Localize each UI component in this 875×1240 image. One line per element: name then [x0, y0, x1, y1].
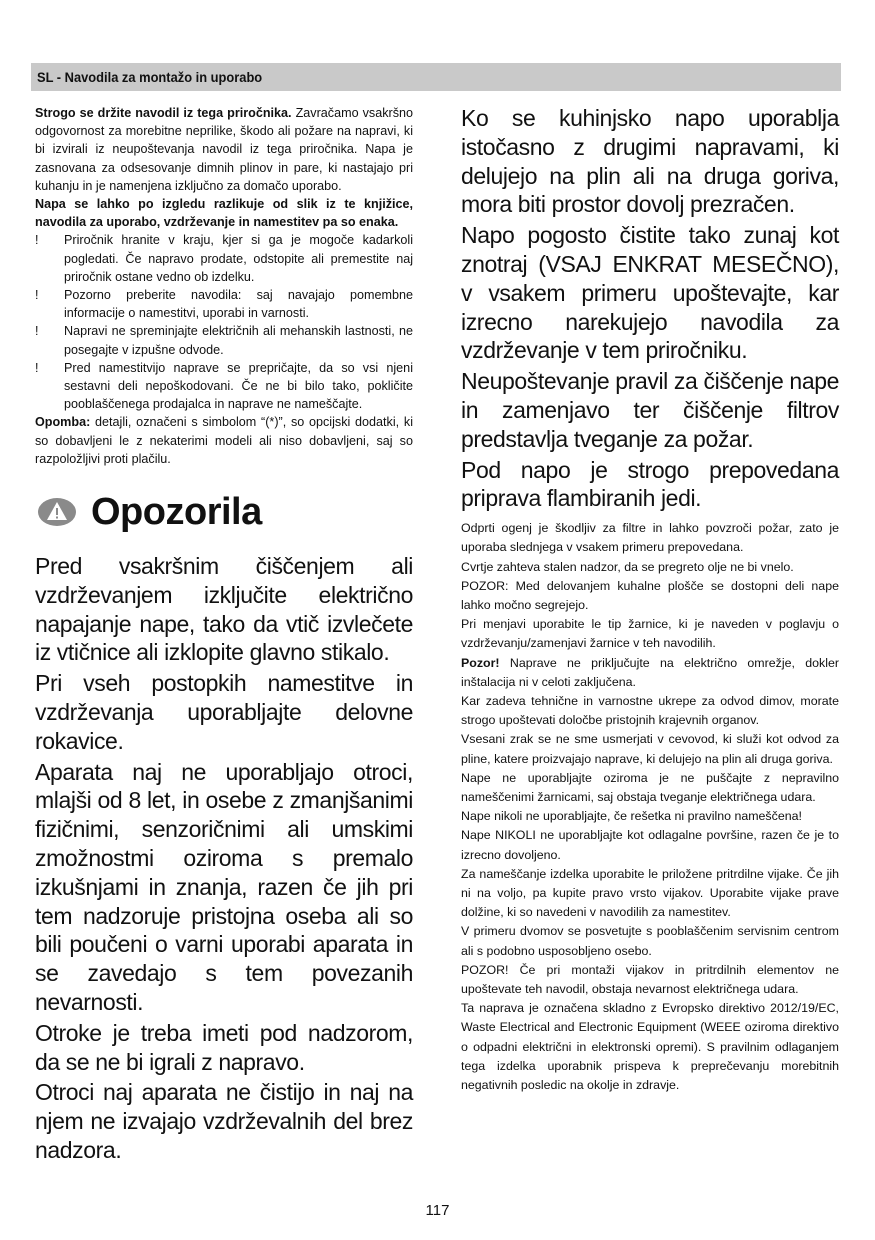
warning-paragraph: Pred vsakršnim čiščenjem ali vzdrževanjem izključite električno napajanje nape, tako da vtič izvlečete iz vtičnice ali izklopite glavno stikalo.	[35, 553, 413, 666]
intro-text: Zavračamo vsakršno odgovornost za morebitne neprilike, škodo ali požare na napravi, ki bi izvirali iz neupoštevanja navodil iz tega priročnika. Napa je zasnovana za odsesovanje dimnih plinov in pare, ki nastajajo pri kuhanju in je namenjena izključno za domačo uporabo.	[35, 106, 414, 193]
warning-paragraph: Otroci naj aparata ne čistijo in naj na njem ne izvajajo vzdrževalnih del brez nadzora.	[35, 1079, 413, 1163]
safety-paragraph: POZOR! Če pri montaži vijakov in pritrdilnih elementov ne upoštevate teh navodil, obstaja nevarnost električnega udara.	[461, 962, 839, 997]
pozor-paragraph	[461, 654, 839, 692]
exclamation-mark: !	[35, 233, 39, 248]
pozor-text: Naprave ne priključujte na električno omrežje, dokler inštalacija ni v celoti zaključena.	[461, 655, 839, 689]
intro-block	[35, 104, 413, 468]
safety-paragraph: Pri menjavi uporabite le tip žarnice, ki je naveden v poglavju o vzdrževanju/zamenjavi žarnice v teh navodilih.	[461, 617, 839, 651]
warning-paragraph: Aparata naj ne uporabljajo otroci, mlajši od 8 let, in osebe z zmanjšanimi fizičnimi, senzoričnimi ali umskimi zmožnostmi oziroma s premalo izkušnjami in znanja, razen če jih pri tem nadzoruje pristojna oseba ali so bili poučeni o varni uporabi aparata in se zavedajo s tem povezanih nevarnosti.	[35, 758, 413, 1016]
intro-bold-paragraph: Napa se lahko po izgledu razlikuje od slik iz te knjižice, navodila za uporabo, vzdrževanje in namestitev pa so enaka.	[35, 197, 413, 230]
section-title: Opozorila	[91, 490, 262, 533]
safety-paragraph: V primeru dvomov se posvetujte s pooblaščenim servisnim centrom ali s podobno usposobljeno osebo.	[461, 924, 839, 958]
section-header-bar	[31, 63, 841, 91]
warning-paragraph: Otroke je treba imeti pod nadzorom, da se ne bi igrali z napravo.	[35, 1019, 413, 1075]
safety-paragraph: Ta naprava je označena skladno z Evropsko direktivo 2012/19/EC, Waste Electrical and Electronic Equipment (WEEE oziroma direktivo o odpadni električni in elektronski opremi). S pravilnim odlaganjem tega izdelka uporabnik prispeva k preprečevanju morebitnih negativnih posledic na okolje in zdravje.	[461, 1001, 839, 1093]
warnings-text	[35, 552, 413, 1165]
right-column	[461, 104, 839, 1095]
warning-triangle-icon	[37, 497, 77, 527]
section-header-title: SL - Navodila za montažo in uporabo	[37, 69, 263, 85]
warning-paragraph: Pod napo je strogo prepovedana priprava flambiranih jedi.	[461, 456, 839, 512]
safety-paragraph: Vsesani zrak se ne sme usmerjati v cevovod, ki služi kot odvod za pline, katere proizvajajo naprave, ki delujejo na plin ali druga goriva.	[461, 732, 839, 766]
warning-paragraph: Neupoštevanje pravil za čiščenje nape in zamenjavo ter čiščenje filtrov predstavlja tveganje za požar.	[461, 368, 839, 452]
precaution-list	[35, 231, 413, 413]
exclamation-mark: !	[35, 324, 39, 339]
intro-paragraph	[35, 104, 413, 195]
note-text: detajli, označeni s simbolom “(*)”, so opcijski dodatki, ki so dobavljeni le z nekaterimi modeli ali niso dobavljeni, saj so razpoložljivi proti plačilu.	[35, 415, 413, 466]
safety-paragraph: Cvrtje zahteva stalen nadzor, da se pregreto olje ne bi vnelo.	[461, 559, 794, 574]
warning-paragraph: Ko se kuhinjsko napo uporablja istočasno z drugimi napravami, ki delujejo na plin ali na druga goriva, mora biti prostor dovolj prezračen.	[461, 105, 839, 218]
safety-paragraph: Nape NIKOLI ne uporabljajte kot odlagalne površine, razen če je to izrecno dovoljeno.	[461, 828, 839, 862]
exclamation-mark: !	[35, 288, 39, 303]
safety-paragraph: Odprti ogenj je škodljiv za filtre in lahko povzroči požar, zato je uporaba slednjega v vsakem primeru prepovedana.	[461, 521, 839, 555]
note-paragraph	[35, 413, 413, 468]
list-item: ! Pred namestitvijo naprave se prepričajte, da so vsi njeni sestavni deli nepoškodovani. Če ne bi bilo tako, pokličite pooblaščenega prodajalca in naprave ne nameščajte.	[35, 360, 413, 412]
safety-paragraph: Nape ne uporabljajte oziroma je ne puščajte z nepravilno nameščenimi žarnicami, saj obstaja tveganje električnega udara.	[461, 770, 839, 804]
pozor-label: Pozor!	[461, 655, 500, 670]
safety-paragraph: Kar zadeva tehnične in varnostne ukrepe za odvod dimov, morate strogo upoštevati določbe pristojnih krajevnih organov.	[461, 693, 839, 728]
exclamation-mark: !	[35, 360, 39, 375]
left-column	[35, 104, 413, 1167]
list-item: ! Pozorno preberite navodila: saj navajajo pomembne informacije o namestitvi, uporabi in varnosti.	[35, 288, 413, 321]
page-number: 117	[425, 1202, 450, 1219]
warnings-heading	[35, 486, 413, 538]
note-label: Opomba:	[35, 415, 91, 430]
safety-paragraph: POZOR: Med delovanjem kuhalne plošče se dostopni deli nape lahko močno segrejejo.	[461, 578, 839, 612]
list-item: ! Priročnik hranite v kraju, kjer si ga je mogoče kadarkoli pogledati. Če napravo prodate, odstopite ali premestite naj priročnik ostane vedno ob izdelku.	[35, 233, 413, 284]
safety-paragraph: Za nameščanje izdelka uporabite le priložene pritrdilne vijake. Če jih ni na voljo, pa kupite pravo vrsto vijakov. Uporabite vijake prave dolžine, ki so navedeni v navodilih za namestitev.	[461, 866, 839, 920]
list-item: ! Napravi ne spreminjajte električnih ali mehanskih lastnosti, ne posegajte v izpušne odvode.	[35, 324, 413, 357]
warning-paragraph: Pri vseh postopkih namestitve in vzdrževanja uporabljajte delovne rokavice.	[35, 670, 413, 754]
safety-paragraph: Nape nikoli ne uporabljajte, če rešetka ni pravilno nameščena!	[461, 809, 802, 824]
right-small-text	[461, 519, 839, 1095]
intro-bold-lead: Strogo se držite navodil iz tega priročnika.	[35, 106, 292, 120]
right-big-text	[461, 104, 839, 513]
warning-paragraph: Napo pogosto čistite tako zunaj kot znotraj (VSAJ ENKRAT MESEČNO), v vsakem primeru upoštevajte, kar izrecno narekujejo navodila za vzdrževanje v tem priročniku.	[461, 222, 839, 364]
